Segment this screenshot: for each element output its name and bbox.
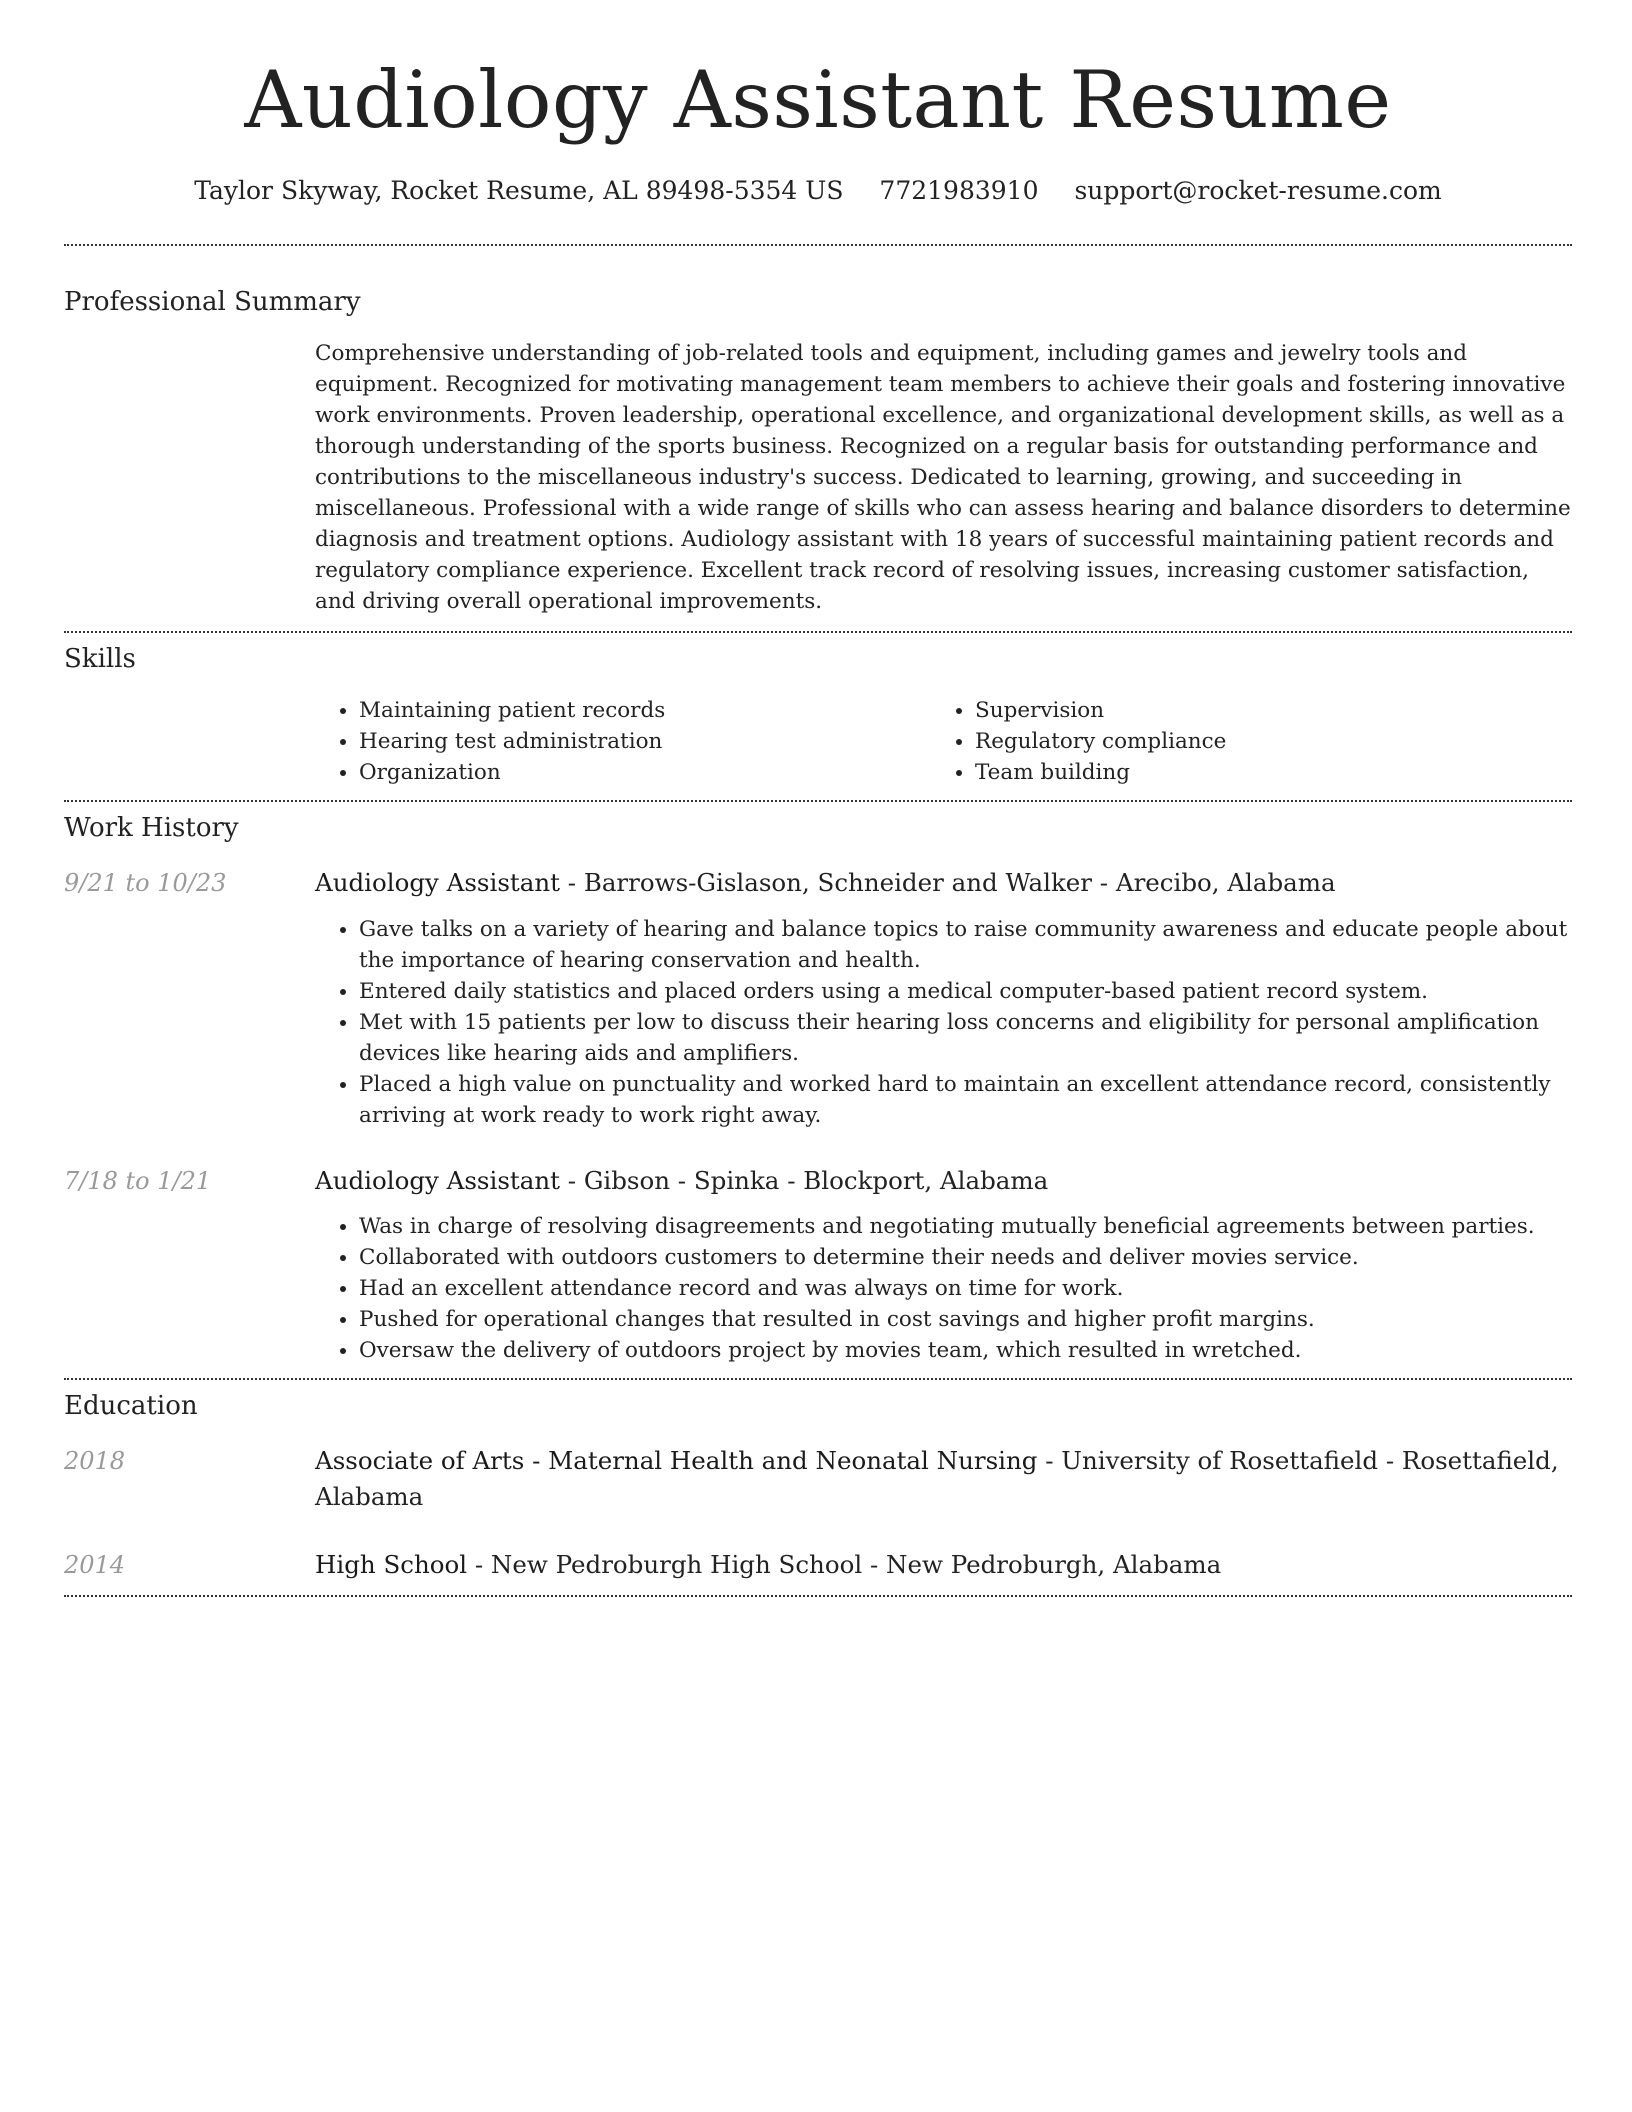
resume-title: Audiology Assistant Resume (244, 54, 1392, 146)
resume-page (64, 0, 1572, 1597)
job-bullets (315, 1211, 1572, 1366)
education-body (315, 1443, 1572, 1515)
job-title: Audiology Assistant (315, 1166, 560, 1195)
education-section (64, 1380, 1572, 1595)
job-bullet: • Collaborated with outdoors customers to determine their needs and deliver movies service. (359, 1242, 1572, 1273)
divider (64, 1595, 1572, 1597)
job-body (315, 1163, 1572, 1366)
skills-column-right (931, 695, 1531, 788)
job-bullet: • Met with 15 patients per low to discuss their hearing loss concerns and eligibility for personal amplification devices like hearing aids and amplifiers. (359, 1007, 1572, 1069)
skill-item: • Regulatory compliance (975, 726, 1531, 757)
skills-section (64, 633, 1572, 800)
education-heading-line (315, 1547, 1572, 1583)
job-bullet: • Had an excellent attendance record and was always on time for work. (359, 1273, 1572, 1304)
education-entry (64, 1547, 1572, 1583)
job-title: Audiology Assistant (315, 868, 560, 897)
summary-text: Comprehensive understanding of job-related tools and equipment, including games and jewelry tools and equipment. Recognized for motivating management team members to achieve their goals and fostering innovative work environments. Proven leadership, operational excellence, and organizational development skills, as well as a thorough understanding of the sports business. Recognized on a regular basis for outstanding performance and contributions to the miscellaneous industry's success. Dedicated to learning, growing, and succeeding in miscellaneous. Professional with a wide range of skills who can assess hearing and balance disorders to determine diagnosis and treatment options. Audiology assistant with 18 years of successful maintaining patient records and regulatory compliance experience. Excellent track record of resolving issues, increasing customer satisfaction, and driving overall operational improvements. (315, 341, 1571, 614)
education-heading: Education (64, 1391, 198, 1421)
education-heading-line (315, 1443, 1572, 1515)
skill-item: • Team building (975, 757, 1531, 788)
job-body (315, 865, 1572, 1131)
job-entry (64, 1163, 1572, 1366)
contact-line (64, 174, 1572, 208)
job-bullets (315, 914, 1572, 1131)
education-body (315, 1547, 1572, 1583)
job-bullet: • Gave talks on a variety of hearing and balance topics to raise community awareness and educate people about the importance of hearing conservation and health. (359, 914, 1572, 976)
job-bullet: • Oversaw the delivery of outdoors project by movies team, which resulted in wretched. (359, 1335, 1572, 1366)
work-heading: Work History (64, 813, 239, 843)
job-employer: - Gibson - Spinka - Blockport, Alabama (559, 1166, 1049, 1195)
skills-heading: Skills (64, 644, 136, 674)
education-entry (64, 1443, 1572, 1515)
education-degree: High School (315, 1550, 468, 1579)
contact-email: support@rocket-resume.com (1074, 176, 1442, 205)
education-school: - New Pedroburgh High School - New Pedroburgh, Alabama (467, 1550, 1222, 1579)
job-employer: - Barrows-Gislason, Schneider and Walker - Arecibo, Alabama (559, 868, 1336, 897)
education-school: - University of Rosettafield - Rosettafield, Alabama (315, 1446, 1559, 1511)
skills-column-left (315, 695, 931, 788)
summary-section (64, 246, 1572, 631)
contact-address: Taylor Skyway, Rocket Resume, AL 89498-5354 US (194, 176, 844, 205)
skill-item: • Hearing test administration (359, 726, 931, 757)
job-heading (315, 865, 1572, 901)
education-date: 2014 (64, 1551, 126, 1579)
skill-item: • Maintaining patient records (359, 695, 931, 726)
contact-phone: 7721983910 (879, 176, 1039, 205)
skill-item: • Organization (359, 757, 931, 788)
skill-item: • Supervision (975, 695, 1531, 726)
job-heading (315, 1163, 1572, 1199)
job-bullet: • Was in charge of resolving disagreements and negotiating mutually beneficial agreements between parties. (359, 1211, 1572, 1242)
job-bullet: • Entered daily statistics and placed orders using a medical computer-based patient record system. (359, 976, 1572, 1007)
job-bullet: • Placed a high value on punctuality and worked hard to maintain an excellent attendance record, consistently arriving at work ready to work right away. (359, 1069, 1572, 1131)
work-section (64, 802, 1572, 1378)
skills-list (315, 695, 1572, 788)
job-date: 7/18 to 1/21 (64, 1167, 212, 1195)
job-date: 9/21 to 10/23 (64, 869, 227, 897)
job-entry (64, 865, 1572, 1131)
education-degree: Associate of Arts - Maternal Health and Neonatal Nursing (315, 1446, 1038, 1475)
job-bullet: • Pushed for operational changes that resulted in cost savings and higher profit margins. (359, 1304, 1572, 1335)
education-date: 2018 (64, 1447, 126, 1475)
summary-heading: Professional Summary (64, 287, 361, 317)
